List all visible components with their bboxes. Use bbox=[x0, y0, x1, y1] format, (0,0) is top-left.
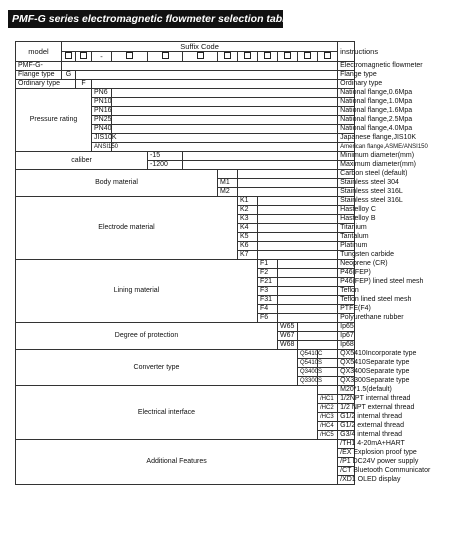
table-row bbox=[16, 386, 455, 395]
additional-features-label: Additional Features bbox=[16, 440, 338, 485]
instruction-cell: M20*1.5(default) bbox=[338, 386, 355, 395]
code-box-7 bbox=[238, 52, 258, 62]
code-box-5 bbox=[183, 52, 218, 62]
code-cell: G bbox=[62, 71, 76, 80]
instruction-cell: National flange,1.0Mpa bbox=[338, 98, 355, 107]
code-cell: M1 bbox=[218, 179, 238, 188]
instruction-cell: Japanese flange,JIS10K bbox=[338, 134, 355, 143]
instruction-text: OLED display bbox=[357, 476, 401, 483]
code-box-8 bbox=[258, 52, 278, 62]
instruction-cell: Maximum diameter(mm) bbox=[338, 161, 355, 170]
instruction-cell: National flange,4.0Mpa bbox=[338, 125, 355, 134]
code-cell: JIS10K bbox=[92, 134, 112, 143]
code-cell: M2 bbox=[218, 188, 238, 197]
table-row bbox=[16, 350, 455, 359]
feature-cell bbox=[338, 458, 419, 467]
code-cell: F6 bbox=[258, 314, 278, 323]
code-cell: PN25 bbox=[92, 116, 112, 125]
instruction-text: 4-20mA+HART bbox=[357, 440, 405, 447]
model-cell: PMF-G- bbox=[16, 62, 62, 71]
code-cell: K7 bbox=[238, 251, 258, 260]
instruction-cell: Tungsten carbide bbox=[338, 251, 355, 260]
code-cell: F bbox=[76, 80, 92, 89]
code-cell: /HC1 bbox=[318, 395, 338, 404]
instruction-cell: Flange type bbox=[338, 71, 355, 80]
code-cell: K1 bbox=[238, 197, 258, 206]
feature-cell bbox=[338, 476, 401, 485]
instruction-cell: P46(FEP) lined steel mesh bbox=[338, 278, 355, 287]
instruction-cell: Hastelloy B bbox=[338, 215, 355, 224]
feature-cell bbox=[338, 440, 405, 449]
instruction-cell: Teflon lined steel mesh bbox=[338, 296, 355, 305]
code-text: /P1 bbox=[340, 458, 351, 465]
instruction-cell: G1/2 external thread bbox=[338, 422, 355, 431]
instruction-cell: P46(FEP) bbox=[338, 269, 355, 278]
lining-material-label: Lining material bbox=[16, 260, 258, 323]
instruction-text: Explosion proof type bbox=[353, 449, 417, 456]
code-cell: K2 bbox=[238, 206, 258, 215]
instruction-cell: G1/2 internal thread bbox=[338, 413, 355, 422]
code-box-1 bbox=[62, 52, 76, 62]
model-cell: Flange type bbox=[16, 71, 62, 80]
table-row bbox=[16, 260, 455, 269]
instruction-cell: Teflon bbox=[338, 287, 355, 296]
code-box-10 bbox=[298, 52, 318, 62]
code-dash: - bbox=[92, 52, 112, 62]
code-cell: Q5410S bbox=[298, 359, 318, 368]
instruction-cell: Neoprene (CR) bbox=[338, 260, 355, 269]
code-cell: F3 bbox=[258, 287, 278, 296]
feature-cell bbox=[338, 467, 431, 476]
instruction-cell: Polyurethane rubber bbox=[338, 314, 355, 323]
instruction-cell: Carbon steel (default) bbox=[338, 170, 355, 179]
code-cell: PN40 bbox=[92, 125, 112, 134]
instructions-header: instructions bbox=[338, 42, 355, 62]
model-header: model bbox=[16, 42, 62, 62]
instruction-cell: QX5410Incorporate type bbox=[338, 350, 355, 359]
instruction-cell: Ip65 bbox=[338, 323, 355, 332]
table-row bbox=[16, 62, 455, 71]
page-title: PMF-G series electromagnetic flowmeter selection table bbox=[8, 10, 283, 28]
code-cell: Q5410C bbox=[298, 350, 318, 359]
instruction-cell: National flange,2.5Mpa bbox=[338, 116, 355, 125]
code-cell: /HC3 bbox=[318, 413, 338, 422]
selection-table bbox=[15, 41, 455, 485]
code-cell: F1 bbox=[258, 260, 278, 269]
instruction-cell: American flange,ASME/ANSI150 bbox=[338, 143, 355, 152]
code-cell: K6 bbox=[238, 242, 258, 251]
instruction-cell: QX3400Separate type bbox=[338, 368, 355, 377]
instruction-cell: Minimum diameter(mm) bbox=[338, 152, 355, 161]
pressure-rating-label: Pressure rating bbox=[16, 89, 92, 152]
code-cell: Q3400S bbox=[298, 368, 318, 377]
model-cell: Ordinary type bbox=[16, 80, 76, 89]
table-row bbox=[16, 170, 455, 179]
instruction-cell: Tantalum bbox=[338, 233, 355, 242]
instruction-cell: Ip67 bbox=[338, 332, 355, 341]
code-cell: /HC5 bbox=[318, 431, 338, 440]
code-cell: F4 bbox=[258, 305, 278, 314]
code-text: /CT bbox=[340, 467, 352, 474]
code-cell: W68 bbox=[278, 341, 298, 350]
instruction-cell: 1/2 NPT external thread bbox=[338, 404, 355, 413]
instruction-cell: QX5410Separate type bbox=[338, 359, 355, 368]
code-cell: ANSI150 bbox=[92, 143, 112, 152]
instruction-cell: Hastelloy C bbox=[338, 206, 355, 215]
code-cell: /HC2 bbox=[318, 404, 338, 413]
code-box-11 bbox=[318, 52, 338, 62]
table-row bbox=[16, 197, 455, 206]
code-cell: F2 bbox=[258, 269, 278, 278]
instruction-cell: Ip68 bbox=[338, 341, 355, 350]
instruction-cell: PTFE(F4) bbox=[338, 305, 355, 314]
code-text: /TH1 bbox=[340, 440, 356, 447]
table-row bbox=[16, 89, 455, 98]
code-text: /XD1 bbox=[340, 476, 356, 483]
code-cell: W67 bbox=[278, 332, 298, 341]
electrical-interface-label: Electrical interface bbox=[16, 386, 318, 440]
instruction-cell: Stainless steel 316L bbox=[338, 188, 355, 197]
code-box-2 bbox=[76, 52, 92, 62]
instruction-cell: National flange,1.6Mpa bbox=[338, 107, 355, 116]
code-cell: K3 bbox=[238, 215, 258, 224]
instruction-cell: Stainless steel 304 bbox=[338, 179, 355, 188]
code-cell: /HC4 bbox=[318, 422, 338, 431]
code-cell: PN10 bbox=[92, 98, 112, 107]
instruction-cell: Titanium bbox=[338, 224, 355, 233]
code-cell bbox=[318, 386, 338, 395]
code-box-4 bbox=[148, 52, 183, 62]
code-cell: F31 bbox=[258, 296, 278, 305]
code-cell: PN6 bbox=[92, 89, 112, 98]
instruction-cell: 1/2NPT internal thread bbox=[338, 395, 355, 404]
code-cell bbox=[218, 170, 238, 179]
table-row bbox=[16, 152, 455, 161]
instruction-cell: National flange,0.6Mpa bbox=[338, 89, 355, 98]
instruction-cell: Electromagnetic flowmeter bbox=[338, 62, 355, 71]
table-row bbox=[16, 71, 455, 80]
code-cell: -1200 bbox=[148, 161, 183, 170]
protection-label: Degree of protection bbox=[16, 323, 278, 350]
instruction-text: Bluetooth Communicator bbox=[353, 467, 431, 474]
code-cell: K4 bbox=[238, 224, 258, 233]
instruction-cell: Stainless steel 316L bbox=[338, 197, 355, 206]
instruction-text: DC24V power supply bbox=[352, 458, 419, 465]
table-row bbox=[16, 440, 455, 449]
table-row bbox=[16, 323, 455, 332]
code-cell: PN16 bbox=[92, 107, 112, 116]
code-box-3 bbox=[112, 52, 148, 62]
caliber-label: caliber bbox=[16, 152, 148, 170]
code-box-9 bbox=[278, 52, 298, 62]
code-cell: F21 bbox=[258, 278, 278, 287]
instruction-cell: QX3300Separate type bbox=[338, 377, 355, 386]
table-row bbox=[16, 80, 455, 89]
code-cell: -15 bbox=[148, 152, 183, 161]
instruction-cell: Platinum bbox=[338, 242, 355, 251]
body-material-label: Body material bbox=[16, 170, 218, 197]
code-text: /EX bbox=[340, 449, 352, 456]
code-cell: W65 bbox=[278, 323, 298, 332]
code-cell: K5 bbox=[238, 233, 258, 242]
code-cell: Q3300S bbox=[298, 377, 318, 386]
code-box-6 bbox=[218, 52, 238, 62]
electrode-material-label: Electrode material bbox=[16, 197, 238, 260]
feature-cell bbox=[338, 449, 417, 458]
converter-type-label: Converter type bbox=[16, 350, 298, 386]
suffix-code-header: Suffix Code bbox=[62, 42, 338, 52]
instruction-cell: Ordinary type bbox=[338, 80, 355, 89]
instruction-cell: G3/4 internal thread bbox=[338, 431, 355, 440]
